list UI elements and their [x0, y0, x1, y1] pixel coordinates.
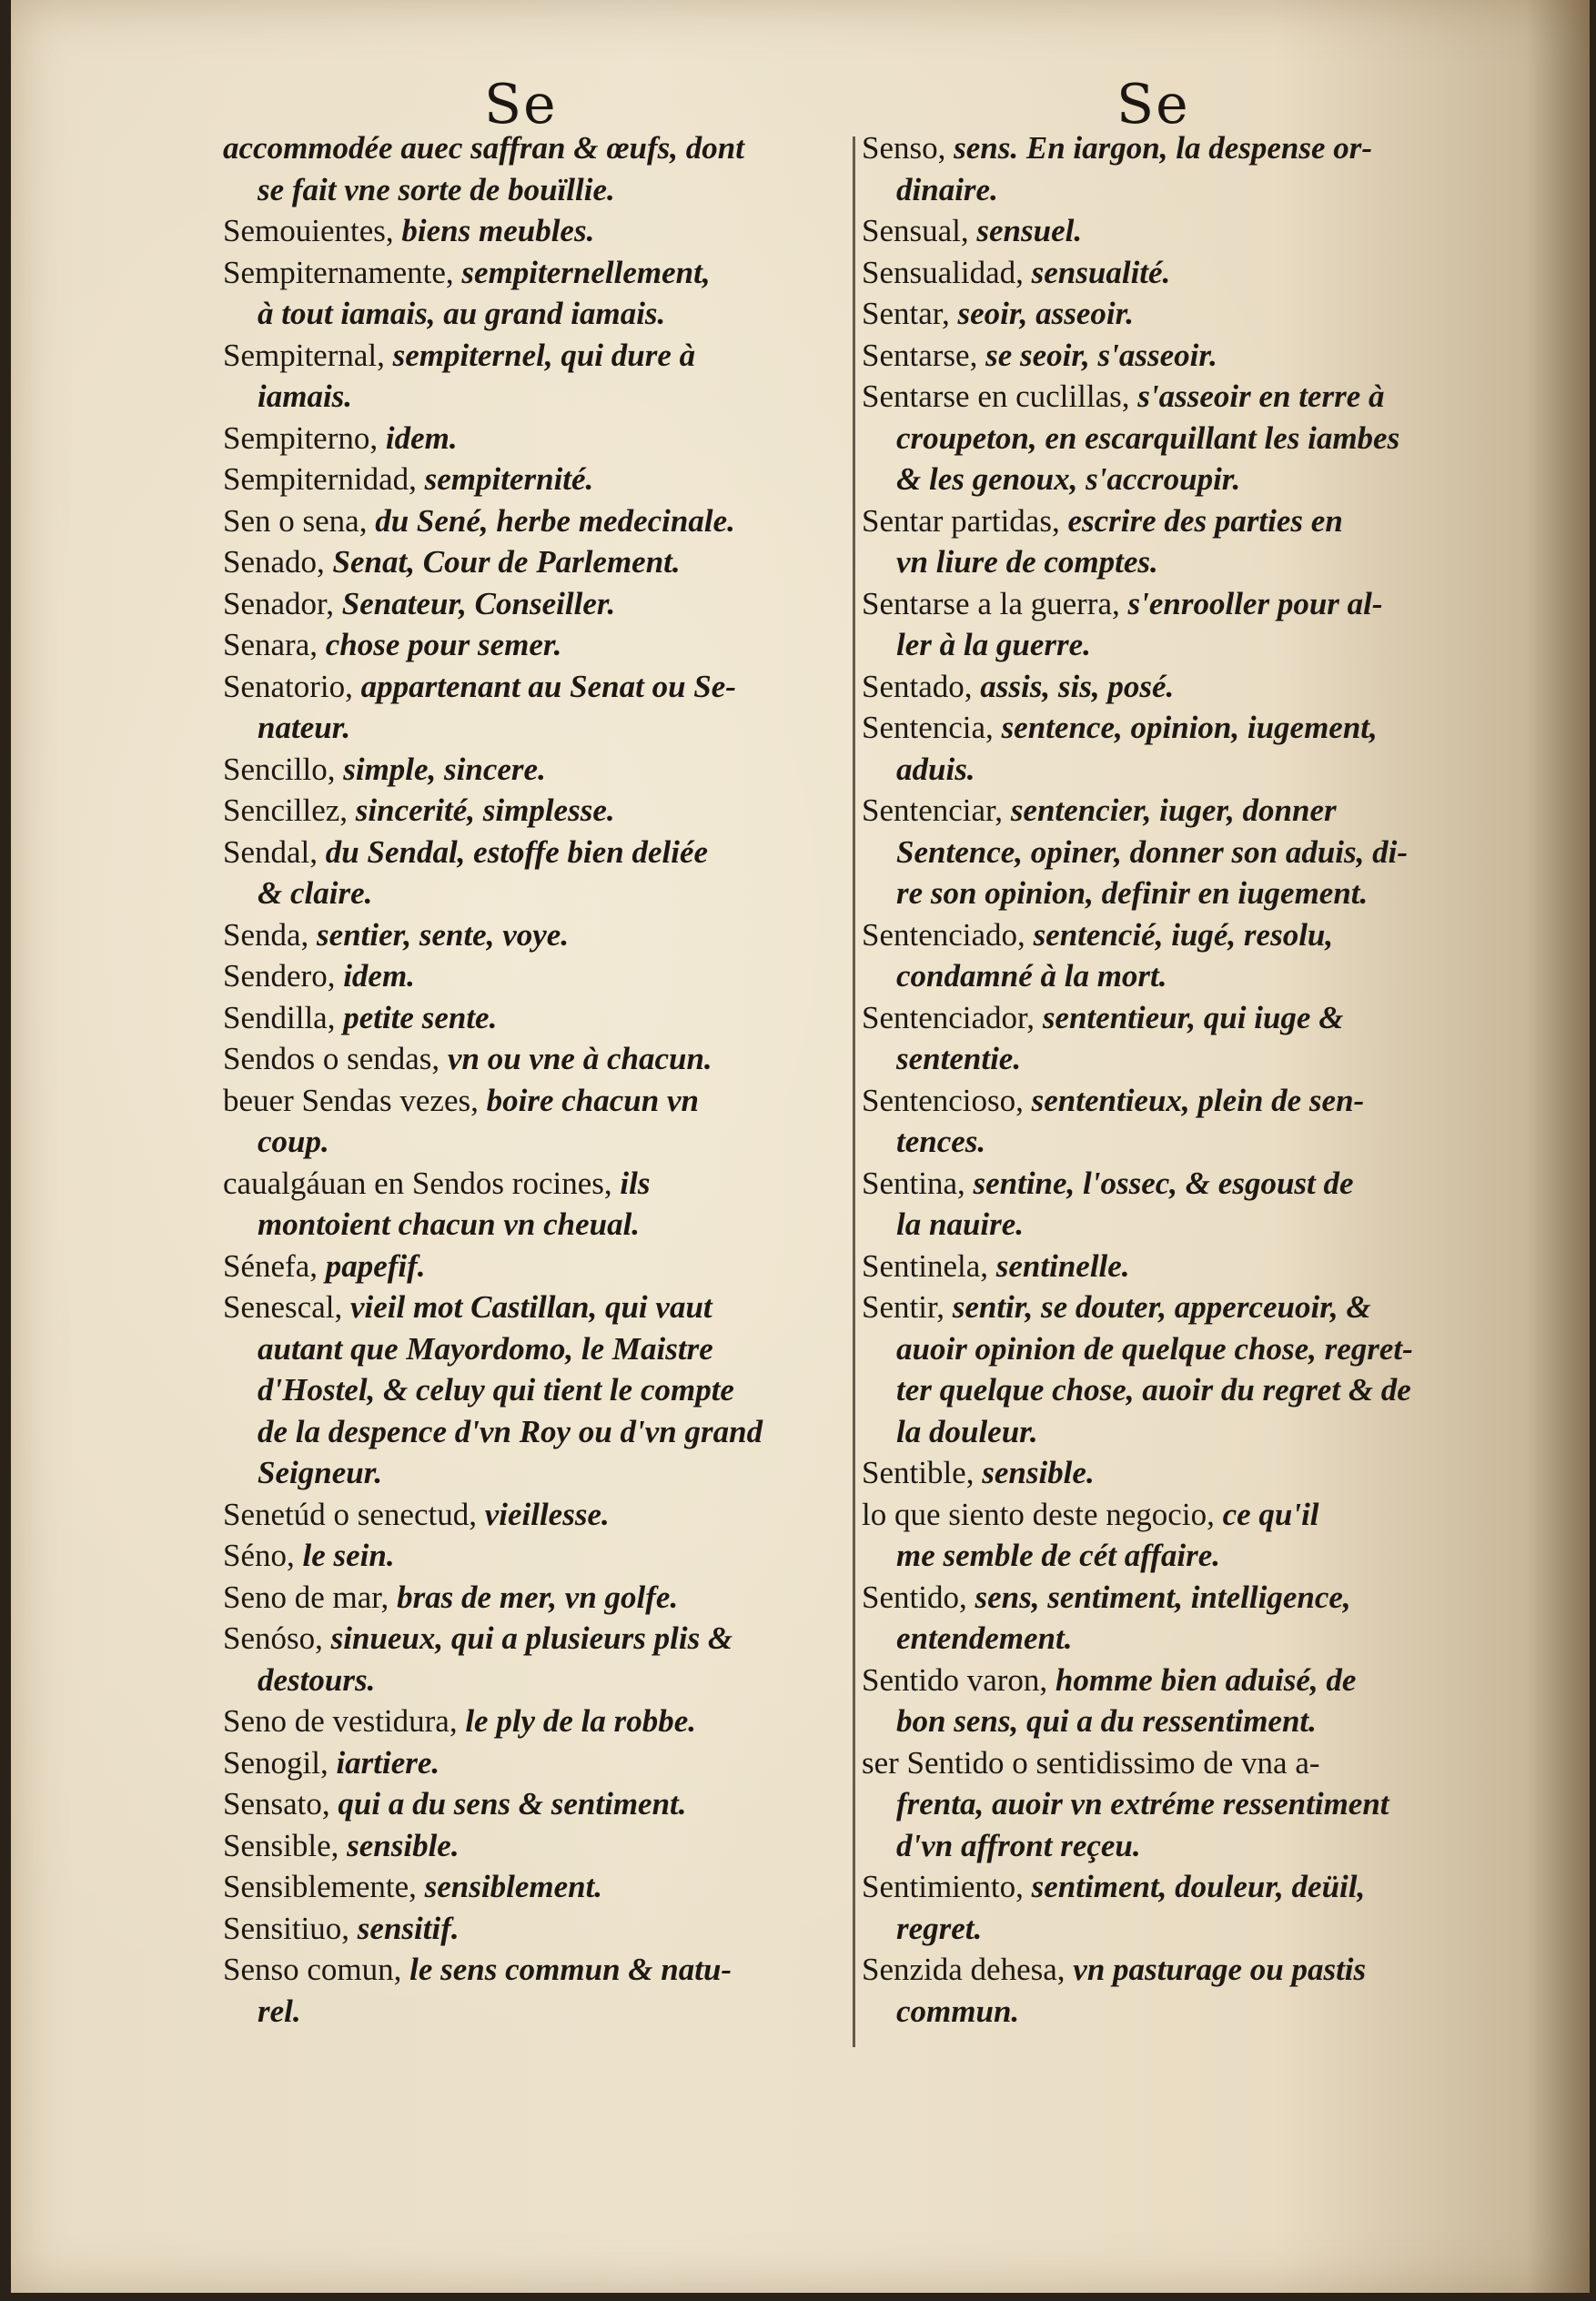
entry-definition: boire chacun vn: [486, 1082, 699, 1118]
entry-definition: le ply de la robbe.: [465, 1703, 697, 1739]
dictionary-entry: [862, 790, 1471, 914]
entry-first-line: [223, 1494, 833, 1536]
dictionary-entry: [223, 749, 833, 791]
entry-headword: Sencillez,: [223, 792, 348, 828]
entry-first-line: [223, 1246, 833, 1287]
entry-continuation-line: & les genoux, s'accroupir.: [896, 461, 1241, 497]
entry-first-line: [223, 1783, 833, 1825]
entry-first-line: [223, 459, 833, 500]
entry-first-line: [862, 376, 1471, 418]
entry-definition: petite sente.: [343, 999, 498, 1035]
dictionary-entry: [862, 210, 1471, 252]
dictionary-entry: [862, 1949, 1471, 2032]
entry-continuation-line: Seigneur.: [258, 1455, 383, 1490]
entry-first-line: [223, 1825, 833, 1867]
entry-continuation-line: nateur.: [258, 710, 351, 745]
entry-first-line: [862, 583, 1471, 625]
entry-definition: s'enrooller pour al-: [1127, 585, 1383, 621]
entry-headword: Seno de mar,: [223, 1579, 389, 1615]
entry-definition: sentence, opinion, iugement,: [1001, 710, 1378, 745]
dictionary-entry: [862, 1163, 1471, 1246]
entry-definition: du Sené, herbe medecinale.: [375, 502, 735, 539]
dictionary-entry: [862, 1494, 1471, 1577]
entry-first-line: [223, 624, 833, 666]
entry-headword: Sentar,: [862, 296, 950, 331]
entry-continuation-line: vn liure de comptes.: [896, 544, 1158, 580]
dictionary-entry: [223, 210, 833, 252]
entry-first-line: [223, 1742, 833, 1784]
entry-headword: Sentible,: [862, 1455, 975, 1490]
dictionary-entry: [223, 1038, 833, 1080]
dictionary-entry: [223, 252, 833, 335]
entry-continuation-line: ter quelque chose, auoir du regret & de: [896, 1372, 1411, 1408]
dictionary-entry: [223, 1163, 833, 1246]
dictionary-entry: [862, 1287, 1471, 1452]
entry-first-line: [223, 1577, 833, 1619]
entry-first-line: [223, 790, 833, 832]
entry-continuation-line: tences.: [896, 1124, 986, 1159]
entry-first-line: [862, 500, 1471, 542]
entry-continuation-line: entendement.: [896, 1620, 1073, 1656]
entry-headword: Séno,: [223, 1538, 295, 1573]
entry-definition: sententieur, qui iuge &: [1042, 999, 1344, 1035]
entry-definition: sentine, l'ossec, & esgoust de: [973, 1165, 1354, 1201]
entry-headword: Senescal,: [223, 1289, 343, 1325]
dictionary-entry: [862, 583, 1471, 666]
entry-first-line: [862, 997, 1471, 1039]
entry-headword: Sencillo,: [223, 751, 336, 787]
entry-definition: idem.: [385, 419, 458, 456]
dictionary-entry: [862, 335, 1471, 377]
right-column: [862, 127, 1471, 2032]
entry-definition: sentier, sente, voye.: [317, 916, 570, 953]
dictionary-entry: [223, 1246, 833, 1287]
entry-headword: Senóso,: [223, 1620, 323, 1656]
dictionary-entry: [223, 624, 833, 666]
entry-first-line: [223, 583, 833, 625]
entry-continuation-line: à tout iamais, au grand iamais.: [258, 296, 666, 331]
entry-headword: Sempiternamente,: [223, 254, 454, 290]
dictionary-entry: [223, 1701, 833, 1742]
entry-headword: Sempiterno,: [223, 419, 379, 456]
entry-headword: Senado,: [223, 544, 325, 580]
entry-first-line: [862, 1949, 1471, 1991]
entry-headword: Sentarse en cuclillas,: [862, 378, 1130, 414]
dictionary-entry: [862, 707, 1471, 790]
dictionary-entry: [223, 832, 833, 914]
entry-first-line: [862, 1246, 1471, 1287]
entry-first-line: [862, 127, 1471, 169]
entry-headword: Sentarse a la guerra,: [862, 585, 1120, 621]
entry-headword: Sentina,: [862, 1165, 965, 1201]
entry-headword: Sentado,: [862, 668, 973, 704]
entry-definition: sententieux, plein de sen-: [1031, 1082, 1365, 1118]
entry-headword: Sentenciado,: [862, 916, 1025, 953]
entry-first-line: [223, 1287, 833, 1328]
dictionary-entry: [223, 1825, 833, 1867]
entry-headword: Senso,: [862, 130, 946, 166]
entry-definition: seoir, asseoir.: [957, 296, 1135, 331]
dictionary-entry: [223, 541, 833, 583]
entry-headword: Sempiternal,: [223, 337, 385, 373]
entry-definition: sensiblement.: [424, 1869, 603, 1904]
entry-definition: simple, sincere.: [343, 751, 546, 787]
entry-headword: Sénefa,: [223, 1247, 318, 1284]
dictionary-entry: [223, 1618, 833, 1701]
entry-first-line: [223, 749, 833, 791]
entry-definition: sentencié, iugé, resolu,: [1033, 916, 1334, 953]
entry-first-line: [862, 1577, 1471, 1619]
entry-headword: Sensual,: [862, 213, 969, 248]
entry-continuation-line: Sentence, opiner, donner son aduis, di-: [896, 833, 1409, 870]
entry-headword: Sentar partidas,: [862, 502, 1060, 539]
entry-first-line: [223, 541, 833, 583]
dictionary-entry: [223, 1535, 833, 1577]
entry-definition: sentiment, douleur, deüil,: [1031, 1869, 1366, 1904]
entry-first-line: [862, 707, 1471, 749]
entry-headword: Senogil,: [223, 1744, 328, 1781]
dictionary-entry: [223, 1494, 833, 1536]
dictionary-entry: [223, 666, 833, 749]
entry-headword: Sendilla,: [223, 999, 336, 1035]
entry-definition: assis, sis, posé.: [980, 668, 1175, 704]
entry-first-line: [223, 252, 833, 294]
entry-headword: Senetúd o senectud,: [223, 1496, 477, 1532]
entry-definition: papefif.: [325, 1247, 426, 1284]
entry-headword: Senara,: [223, 627, 318, 662]
entry-definition: sensible.: [982, 1455, 1095, 1490]
entry-definition: chose pour semer.: [325, 627, 562, 662]
entry-first-line: [223, 418, 833, 459]
entry-first-line: [862, 1163, 1471, 1205]
entry-headword: Sensitiuo,: [223, 1910, 350, 1946]
entry-continuation-line: la nauire.: [896, 1206, 1025, 1242]
entry-headword: Senatorio,: [223, 668, 353, 704]
entry-headword: Sensato,: [223, 1786, 330, 1822]
entry-continuation-line: la douleur.: [896, 1413, 1038, 1449]
entry-continuation-line: croupeton, en escarquillant les iambes: [896, 419, 1400, 456]
dictionary-entry: [223, 914, 833, 956]
entry-first-line: [223, 1866, 833, 1908]
entry-first-line: [223, 1038, 833, 1080]
entry-headword: Sensiblemente,: [223, 1869, 417, 1904]
entry-first-line: [223, 914, 833, 956]
entry-continuation-line: iamais.: [258, 378, 353, 414]
entry-first-line: [862, 666, 1471, 708]
dictionary-entry: [862, 1866, 1471, 1949]
entry-definition: vn pasturage ou pastis: [1073, 1952, 1367, 1987]
dictionary-entry: [223, 1783, 833, 1825]
dictionary-entry: [223, 500, 833, 542]
entry-headword: Sentido varon,: [862, 1661, 1048, 1698]
dictionary-entry: [862, 666, 1471, 708]
entry-headword: Sensualidad,: [862, 254, 1024, 290]
entry-definition: sincerité, simplesse.: [355, 792, 615, 828]
entry-continuation-line: autant que Mayordomo, le Maistre: [258, 1330, 713, 1367]
entry-first-line: [862, 293, 1471, 335]
entry-continuation-line: aduis.: [896, 751, 975, 787]
entry-definition: vn ou vne à chacun.: [447, 1041, 712, 1076]
entry-first-line: [223, 997, 833, 1039]
entry-continuation-line: sententie.: [896, 1041, 1022, 1076]
dictionary-entry: [223, 1742, 833, 1784]
entry-definition: qui a du sens & sentiment.: [338, 1786, 687, 1822]
entry-definition: sentinelle.: [995, 1247, 1130, 1284]
entry-definition: ce qu'il: [1222, 1496, 1319, 1532]
dictionary-entry: [862, 252, 1471, 294]
entry-definition: biens meubles.: [401, 213, 595, 248]
entry-continuation-line: me semble de cét affaire.: [896, 1538, 1221, 1573]
dictionary-entry: [862, 293, 1471, 335]
entry-first-line: [223, 1163, 833, 1205]
dictionary-entry: [862, 1742, 1471, 1867]
left-column: [223, 127, 833, 2032]
entry-definition: sens, sentiment, intelligence,: [975, 1579, 1351, 1615]
entry-headword: Sentenciar,: [862, 792, 1004, 828]
entry-first-line: [223, 955, 833, 997]
entry-first-line: [862, 335, 1471, 377]
entry-definition: sentir, se douter, apperceuoir, &: [952, 1289, 1371, 1325]
entry-definition: sinueux, qui a plusieurs plis &: [330, 1620, 733, 1656]
dictionary-entry: [862, 376, 1471, 500]
entry-first-line: [862, 1866, 1471, 1908]
entry-definition: sens. En iargon, la despense or-: [954, 130, 1373, 166]
entry-continuation-line: dinaire.: [896, 171, 998, 207]
entry-definition: se seoir, s'asseoir.: [985, 337, 1217, 373]
dictionary-entry: [223, 1080, 833, 1163]
entry-first-line: [862, 1080, 1471, 1122]
entry-definition: sentencier, iuger, donner: [1010, 792, 1337, 828]
entry-first-line: [862, 790, 1471, 832]
entry-definition: homme bien aduisé, de: [1055, 1661, 1357, 1698]
dictionary-entry: [223, 418, 833, 459]
entry-continuation-line: commun.: [896, 1993, 1020, 2029]
entry-definition: sempiternité.: [424, 461, 594, 497]
dictionary-entry: [223, 1908, 833, 1950]
book-page: [11, 0, 1590, 2293]
entry-definition: sensitif.: [357, 1910, 460, 1946]
entry-continuation-line: de la despence d'vn Roy ou d'vn grand: [258, 1413, 763, 1449]
entry-definition: le sens commun & natu-: [409, 1952, 732, 1987]
entry-definition: Senat, Cour de Parlement.: [332, 544, 681, 580]
entry-headword: Sensible,: [223, 1827, 339, 1863]
page-header-left: Se: [484, 73, 558, 136]
dictionary-entry: [862, 1452, 1471, 1494]
entry-definition: sensuel.: [976, 213, 1083, 248]
entry-definition: appartenant au Senat ou Se-: [360, 668, 736, 704]
dictionary-entry: [223, 997, 833, 1039]
entry-first-line: [223, 210, 833, 252]
entry-first-line: [223, 666, 833, 708]
entry-first-line: [862, 210, 1471, 252]
entry-continuation-line: rel.: [258, 1993, 301, 2029]
dictionary-entry: [862, 127, 1471, 210]
entry-first-line: [223, 832, 833, 873]
entry-headword: Sentir,: [862, 1289, 944, 1325]
entry-first-line: [223, 127, 833, 169]
entry-first-line: [223, 1618, 833, 1660]
entry-definition: sempiternel, qui dure à: [392, 337, 696, 373]
entry-continuation-line: destours.: [258, 1661, 376, 1698]
entry-headword: Sempiternidad,: [223, 461, 417, 497]
entry-first-line: [862, 1742, 1471, 1784]
entry-continuation-line: d'vn affront reçeu.: [896, 1827, 1141, 1863]
entry-first-line: [223, 1908, 833, 1950]
entry-headword: beuer Sendas vezes,: [223, 1082, 479, 1118]
entry-headword: Sentinela,: [862, 1247, 988, 1284]
entry-first-line: [223, 500, 833, 542]
entry-headword: lo que siento deste negocio,: [862, 1496, 1215, 1532]
entry-headword: Sendal,: [223, 833, 318, 870]
entry-headword: Semouientes,: [223, 213, 394, 248]
entry-definition: sempiternellement,: [461, 254, 711, 290]
entry-definition: bras de mer, vn golfe.: [397, 1579, 679, 1615]
entry-headword: Sentencioso,: [862, 1082, 1024, 1118]
dictionary-entry: [862, 1246, 1471, 1287]
entry-continuation-line: condamné à la mort.: [896, 958, 1167, 994]
page-header-right: Se: [1116, 73, 1190, 136]
entry-continuation-line: d'Hostel, & celuy qui tient le compte: [258, 1372, 734, 1408]
entry-definition: sensualité.: [1031, 254, 1171, 290]
entry-definition: vieil mot Castillan, qui vaut: [349, 1289, 712, 1325]
entry-first-line: [223, 1080, 833, 1122]
dictionary-entry: [862, 1577, 1471, 1660]
column-divider: [853, 136, 855, 2047]
entry-definition: du Sendal, estoffe bien deliée: [325, 833, 709, 870]
entry-first-line: [862, 1494, 1471, 1536]
entry-headword: ser Sentido o sentidissimo de vna a-: [862, 1744, 1320, 1781]
dictionary-entry: [223, 583, 833, 625]
entry-headword: caualgáuan en Sendos rocines,: [223, 1165, 612, 1201]
entry-continuation-line: se fait vne sorte de bouïllie.: [258, 171, 615, 207]
dictionary-entry: [223, 1577, 833, 1619]
entry-headword: Sentencia,: [862, 710, 994, 745]
entry-first-line: [862, 1287, 1471, 1328]
entry-definition: sensible.: [347, 1827, 460, 1863]
entry-continuation-line: ler à la guerre.: [896, 627, 1091, 662]
entry-first-line: [862, 1660, 1471, 1701]
entry-first-line: [862, 1452, 1471, 1494]
entry-first-line: [223, 1701, 833, 1742]
entry-continuation-line: & claire.: [258, 875, 373, 911]
entry-headword: Sentenciador,: [862, 999, 1035, 1035]
entry-first-line: [862, 252, 1471, 294]
dictionary-entry: [223, 127, 833, 210]
entry-headword: Senda,: [223, 916, 309, 953]
entry-headword: Sen o sena,: [223, 502, 368, 539]
dictionary-entry: [223, 1866, 833, 1908]
entry-definition: idem.: [343, 958, 415, 994]
entry-continuation-line: bon sens, qui a du ressentiment.: [896, 1703, 1317, 1739]
entry-headword: Sentarse,: [862, 337, 978, 373]
dictionary-entry: [223, 955, 833, 997]
entry-continuation-line: regret.: [896, 1910, 983, 1946]
entry-continuation-line: auoir opinion de quelque chose, regret-: [896, 1330, 1413, 1367]
entry-definition: ils: [620, 1165, 651, 1201]
entry-first-line: [223, 1949, 833, 1991]
entry-definition: vieillesse.: [484, 1496, 610, 1532]
dictionary-entry: [862, 500, 1471, 583]
entry-definition: accommodée auec saffran & œufs, dont: [223, 130, 744, 166]
entry-definition: le sein.: [302, 1538, 395, 1573]
entry-headword: Senador,: [223, 585, 335, 621]
entry-headword: Sentimiento,: [862, 1869, 1024, 1904]
entry-definition: Senateur, Conseiller.: [341, 585, 616, 621]
entry-first-line: [223, 335, 833, 377]
dictionary-entry: [223, 459, 833, 500]
entry-headword: Sentido,: [862, 1579, 967, 1615]
dictionary-entry: [862, 914, 1471, 997]
dictionary-entry: [223, 335, 833, 418]
entry-continuation-line: coup.: [258, 1124, 329, 1159]
dictionary-entry: [862, 1660, 1471, 1742]
entry-definition: escrire des parties en: [1067, 502, 1343, 539]
dictionary-entry: [223, 1287, 833, 1494]
entry-headword: Sendero,: [223, 958, 336, 994]
entry-continuation-line: frenta, auoir vn extréme ressentiment: [896, 1786, 1389, 1822]
entry-definition: iartiere.: [336, 1744, 440, 1781]
dictionary-entry: [862, 997, 1471, 1080]
entry-headword: Senso comun,: [223, 1952, 402, 1987]
entry-headword: Seno de vestidura,: [223, 1703, 458, 1739]
dictionary-entry: [223, 1949, 833, 2032]
dictionary-entry: [223, 790, 833, 832]
entry-continuation-line: re son opinion, definir en iugement.: [896, 875, 1369, 911]
entry-headword: Sendos o sendas,: [223, 1041, 440, 1076]
entry-headword: Senzida dehesa,: [862, 1952, 1066, 1987]
entry-continuation-line: montoient chacun vn cheual.: [258, 1206, 641, 1242]
entry-first-line: [223, 1535, 833, 1577]
entry-first-line: [862, 914, 1471, 956]
entry-definition: s'asseoir en terre à: [1137, 378, 1385, 414]
dictionary-entry: [862, 1080, 1471, 1163]
